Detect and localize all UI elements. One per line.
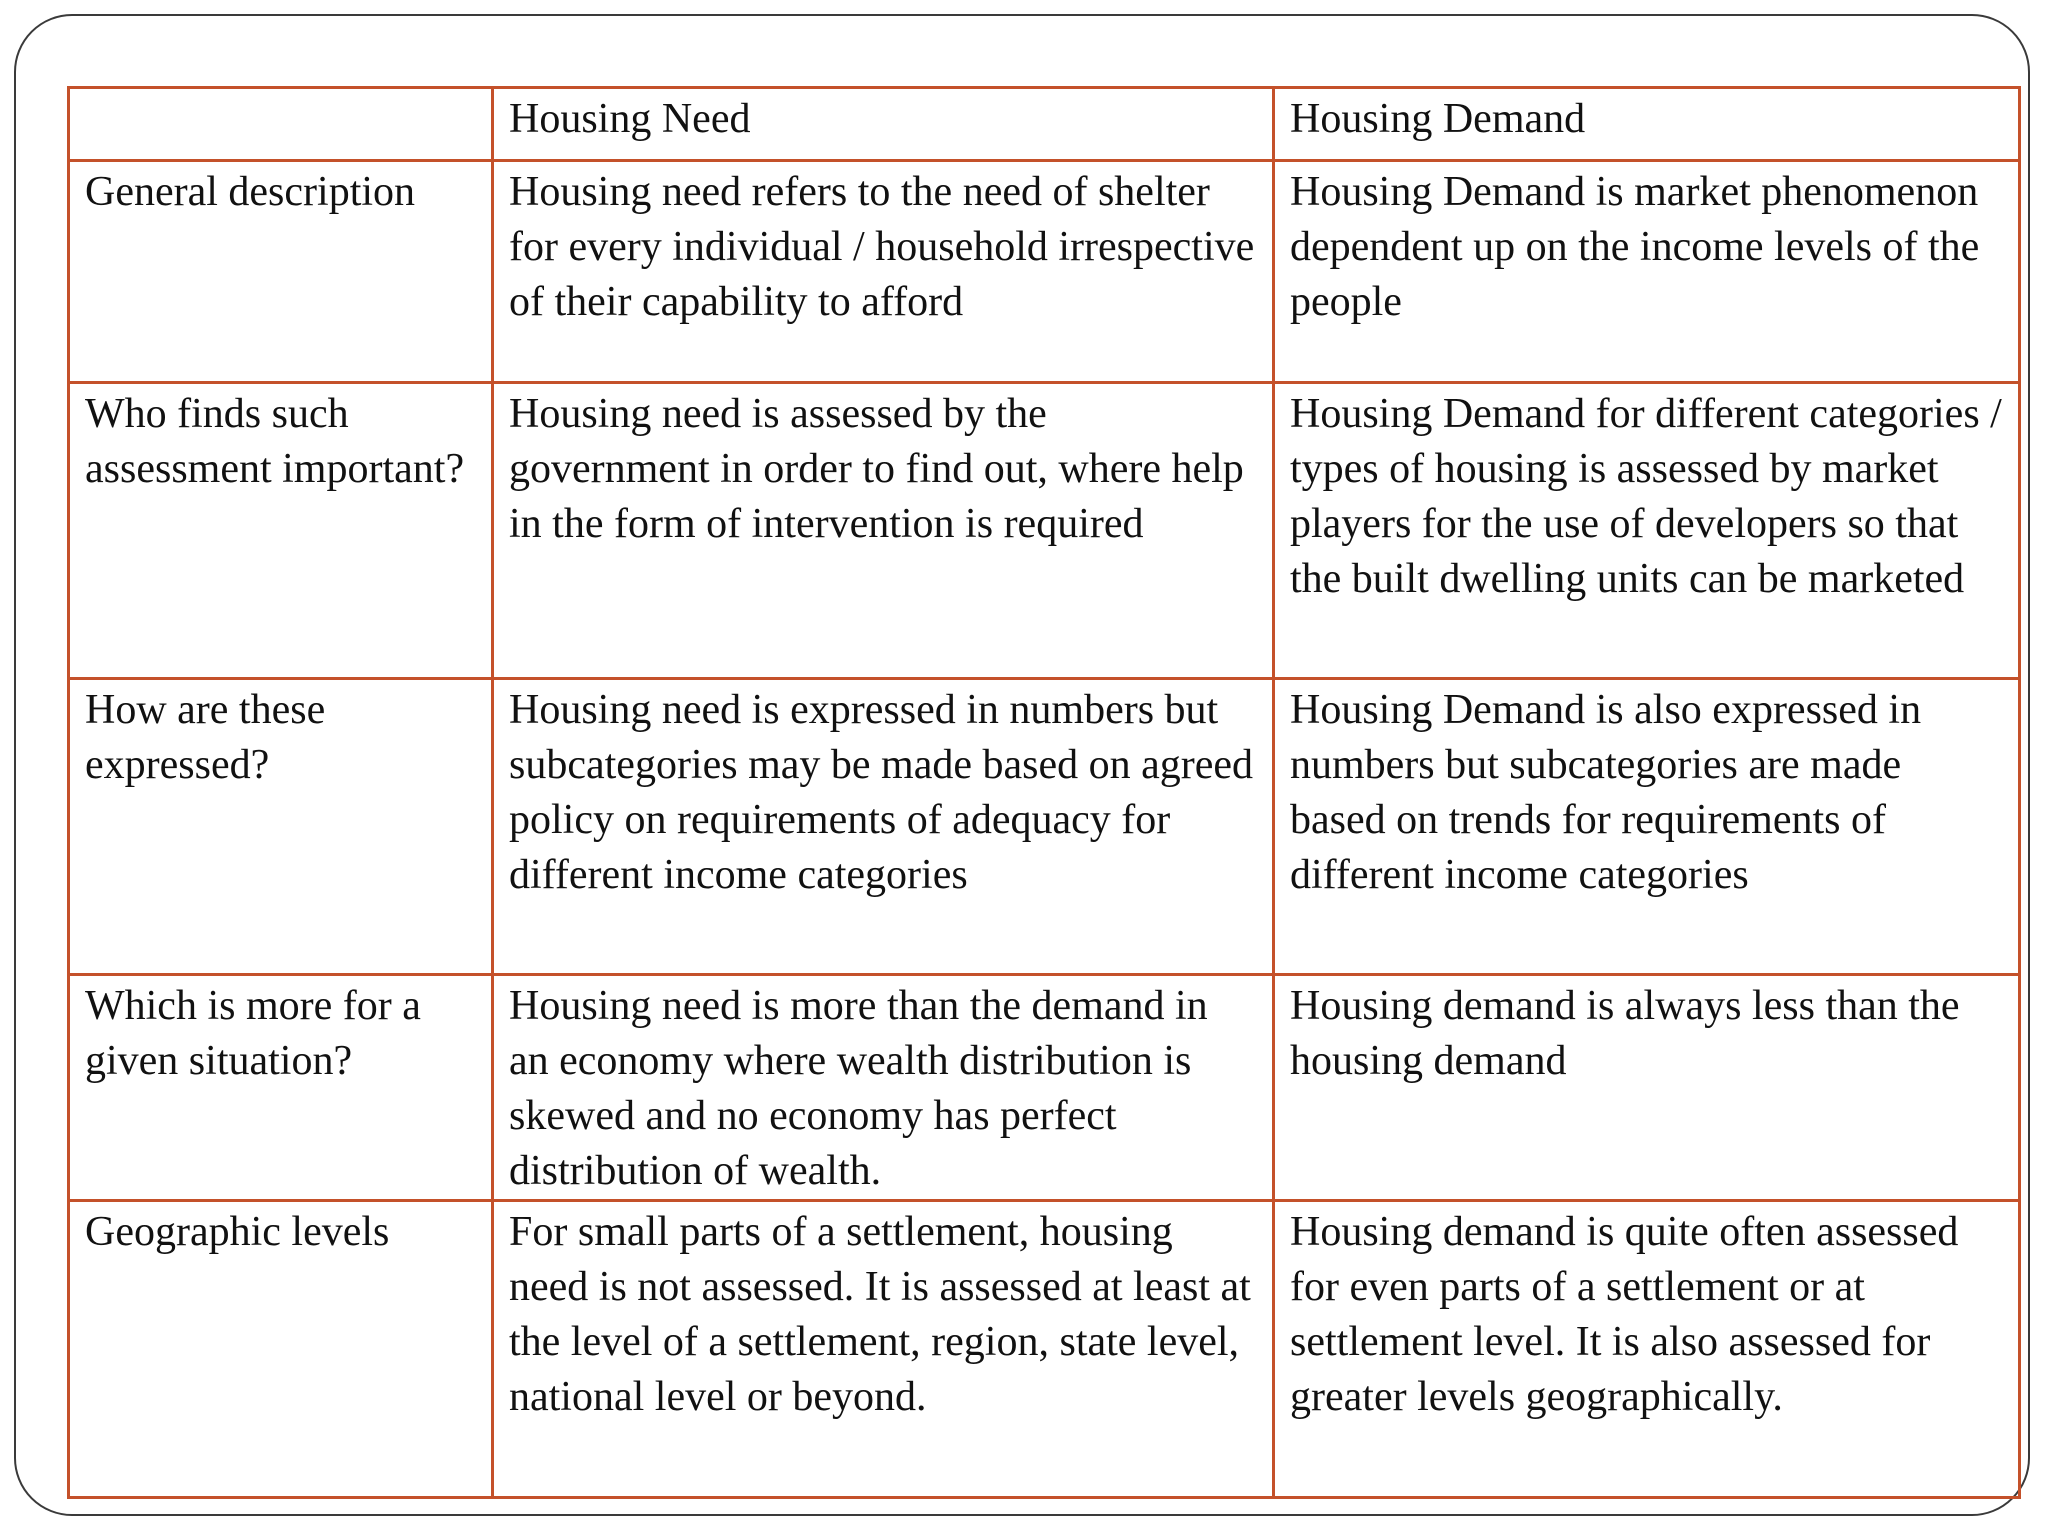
housing-need-cell: Housing need refers to the need of shelter for every individual / household irrespective of their capability to afford: [493, 161, 1274, 383]
table-row: [69, 975, 2020, 1201]
table-row: [69, 679, 2020, 975]
header-housing-demand: Housing Demand: [1274, 88, 2020, 161]
housing-need-cell: Housing need is more than the demand in an economy where wealth distribution is skewed and no economy has perfect distribution of wealth.: [493, 975, 1274, 1201]
housing-need-cell: Housing need is expressed in numbers but subcategories may be made based on agreed policy on requirements of adequacy for different income categories: [493, 679, 1274, 975]
housing-need-cell: Housing need is assessed by the government in order to find out, where help in the form of intervention is required: [493, 383, 1274, 679]
row-aspect-label: Which is more for a given situation?: [69, 975, 493, 1201]
housing-demand-cell: Housing Demand for different categories / types of housing is assessed by market players for the use of developers so that the built dwelling units can be marketed: [1274, 383, 2020, 679]
housing-need-cell: For small parts of a settlement, housing need is not assessed. It is assessed at least at the level of a settlement, region, state level, national level or beyond.: [493, 1201, 1274, 1498]
housing-demand-cell: Housing Demand is also expressed in numbers but subcategories are made based on trends for requirements of different income categories: [1274, 679, 2020, 975]
row-aspect-label: How are these expressed?: [69, 679, 493, 975]
comparison-table: [67, 86, 2021, 1499]
table-row: [69, 383, 2020, 679]
housing-demand-cell: Housing demand is always less than the housing demand: [1274, 975, 2020, 1201]
row-aspect-label: Geographic levels: [69, 1201, 493, 1498]
header-housing-need: Housing Need: [493, 88, 1274, 161]
row-aspect-label: General description: [69, 161, 493, 383]
table-row: [69, 161, 2020, 383]
row-aspect-label: Who finds such assessment important?: [69, 383, 493, 679]
header-aspect-cell: [69, 88, 493, 161]
housing-demand-cell: Housing demand is quite often assessed for even parts of a settlement or at settlement level. It is also assessed for greater levels geographically.: [1274, 1201, 2020, 1498]
housing-demand-cell: Housing Demand is market phenomenon dependent up on the income levels of the people: [1274, 161, 2020, 383]
table-header-row: [69, 88, 2020, 161]
table-row: [69, 1201, 2020, 1498]
